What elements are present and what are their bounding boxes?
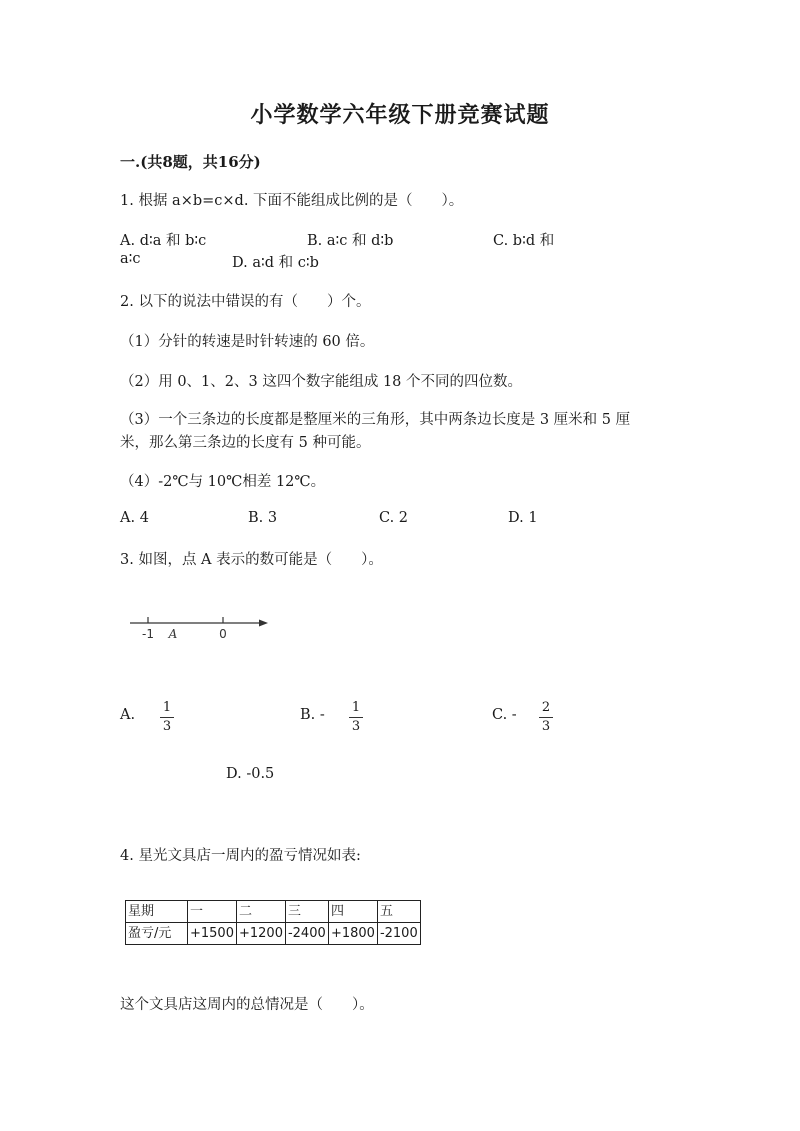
q1-option-c-continued: a∶c [120,251,141,267]
question-4-stem: 4. 星光文具店一周内的盈亏情况如表: [120,848,361,864]
section-heading: 一.(共8题，共16分) [120,153,261,171]
profit-loss-table [125,900,421,945]
number-line-figure [126,610,276,642]
fraction-numerator: 1 [351,700,361,715]
table-header-cell: 五 [377,901,420,923]
question-4-followup: 这个文具店这周内的总情况是（ ）。 [120,997,374,1013]
label-point-a: A [168,627,178,641]
label-minus-one: -1 [142,627,154,641]
table-header-cell: 二 [236,901,285,923]
fraction-denominator: 3 [541,719,551,734]
page-title: 小学数学六年级下册竞赛试题 [250,102,550,128]
q1-option-d: D. a∶d 和 c∶b [232,255,319,271]
question-2-stem: 2. 以下的说法中错误的有（ ）个。 [120,294,371,310]
q2-statement-3-continued: 米，那么第三条边的长度有 5 种可能。 [120,435,371,451]
table-header-cell: 四 [328,901,377,923]
q1-option-b: B. a∶c 和 d∶b [307,233,394,249]
table-cell: -2400 [285,923,328,945]
q1-option-c: C. b∶d 和 [493,233,555,249]
q3-option-c-fraction [539,701,553,734]
q2-option-a: A. 4 [120,510,149,526]
q3-option-b-fraction [349,701,363,734]
label-zero: 0 [219,627,227,641]
table-header-cell: 一 [188,901,237,923]
q2-statement-2: （2）用 0、1、2、3 这四个数字能组成 18 个不同的四位数。 [120,374,523,390]
q2-statement-4: （4）-2℃与 10℃相差 12℃。 [120,474,326,490]
table-header-cell: 星期 [126,901,188,923]
table-header-row [126,901,421,923]
q1-option-a: A. d∶a 和 b∶c [120,233,207,249]
table-cell: +1500 [188,923,237,945]
fraction-bar [349,717,363,718]
fraction-numerator: 1 [162,700,172,715]
question-3-stem: 3. 如图，点 A 表示的数可能是（ ）。 [120,552,383,568]
q3-option-a-fraction [160,701,174,734]
question-1-stem: 1. 根据 a×b=c×d. 下面不能组成比例的是（ ）。 [120,193,464,209]
q3-option-a-prefix: A. [120,707,136,723]
q3-option-c-prefix: C. - [492,707,517,723]
q3-option-d: D. -0.5 [226,766,275,782]
table-cell: +1200 [236,923,285,945]
fraction-bar [539,717,553,718]
q2-statement-3: （3）一个三条边的长度都是整厘米的三角形，其中两条边长度是 3 厘米和 5 厘 [120,412,631,428]
fraction-numerator: 2 [541,700,551,715]
q2-option-b: B. 3 [248,510,278,526]
table-cell: 盈亏/元 [126,923,188,945]
q3-option-b-prefix: B. - [300,707,325,723]
fraction-denominator: 3 [162,719,172,734]
table-row [126,923,421,945]
q2-statement-1: （1）分针的转速是时针转速的 60 倍。 [120,334,375,350]
table-cell: -2100 [377,923,420,945]
q2-option-c: C. 2 [379,510,409,526]
table-header-cell: 三 [285,901,328,923]
q2-option-d: D. 1 [508,510,538,526]
table-cell: +1800 [328,923,377,945]
fraction-denominator: 3 [351,719,361,734]
number-line-arrow [259,620,268,627]
fraction-bar [160,717,174,718]
